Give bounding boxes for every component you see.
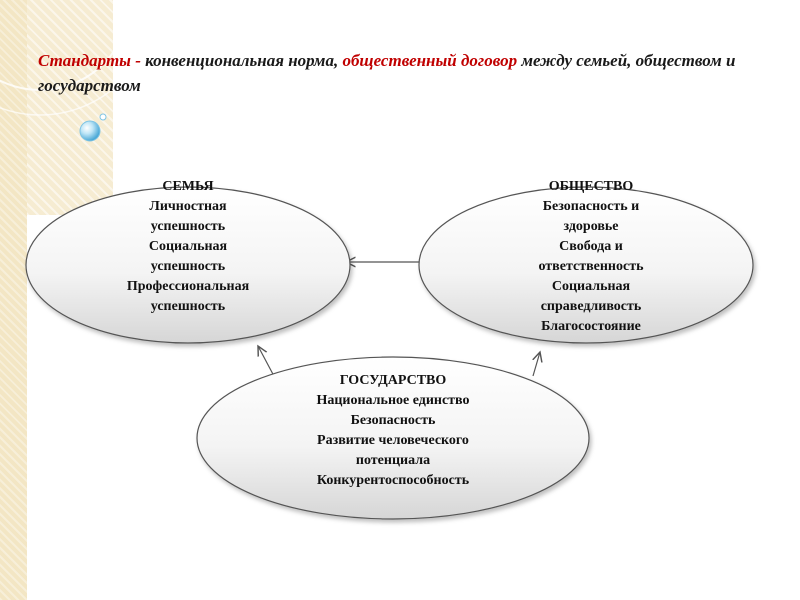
arrow-state-to-society xyxy=(533,352,540,376)
society-line: Социальная xyxy=(551,279,631,294)
family-heading: СЕМЬЯ xyxy=(162,179,214,194)
society-line: ответственность xyxy=(538,259,644,274)
society-line: справедливость xyxy=(540,299,642,314)
title-part-norm: конвенциональная норма, xyxy=(145,51,343,70)
family-line: успешность xyxy=(150,219,226,234)
state-line: потенциала xyxy=(355,453,431,468)
society-heading: ОБЩЕСТВО xyxy=(548,179,634,194)
state-line: Безопасность xyxy=(350,413,436,428)
title-part-contract: общественный договор xyxy=(342,51,518,70)
society-line: Безопасность и xyxy=(542,199,640,214)
state-node-text xyxy=(263,371,523,491)
family-line: Социальная xyxy=(148,239,228,254)
society-line: здоровье xyxy=(563,219,619,234)
state-heading: ГОСУДАРСТВО xyxy=(339,373,447,388)
society-node-text xyxy=(496,177,686,337)
family-line: успешность xyxy=(150,259,226,274)
family-line: Личностная xyxy=(149,199,227,214)
state-line: Конкурентоспособность xyxy=(316,473,470,488)
state-line: Национальное единство xyxy=(316,393,470,408)
title-part-between: между семьей, обществом и государством xyxy=(38,51,736,95)
family-line: Профессиональная xyxy=(126,279,250,294)
society-line: Свобода и xyxy=(559,239,623,254)
family-node-text xyxy=(78,177,298,317)
society-line: Благосостояние xyxy=(541,319,641,334)
state-line: Развитие человеческого xyxy=(317,433,469,448)
title-part-standards: Стандарты - xyxy=(38,51,146,70)
family-line: успешность xyxy=(150,299,226,314)
